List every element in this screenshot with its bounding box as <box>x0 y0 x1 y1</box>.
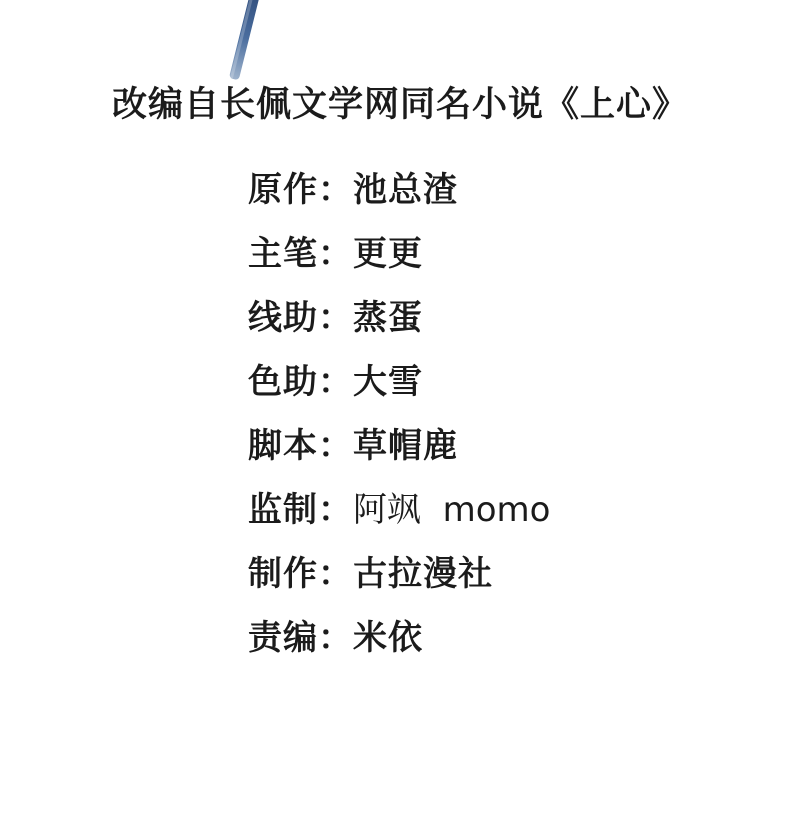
list-item <box>248 546 768 610</box>
list-item <box>248 482 768 546</box>
credit-separator: ： <box>318 170 353 210</box>
list-item <box>248 290 768 354</box>
credit-name: 米依 <box>353 618 423 658</box>
credit-name: 阿飒 momo <box>353 490 551 530</box>
credit-name: 池总渣 <box>353 170 458 210</box>
decorative-brush-stroke <box>229 0 262 80</box>
credit-name: 蒸蛋 <box>353 298 423 338</box>
credit-separator: ： <box>318 426 353 466</box>
list-item <box>248 226 768 290</box>
credit-separator: ： <box>318 618 353 658</box>
credit-role: 色助 <box>248 362 318 402</box>
credit-role: 责编 <box>248 618 318 658</box>
credit-name: 大雪 <box>353 362 423 402</box>
credit-name: 古拉漫社 <box>353 554 493 594</box>
list-item <box>248 354 768 418</box>
list-item <box>248 162 768 226</box>
credit-separator: ： <box>318 554 353 594</box>
credit-role: 监制 <box>248 490 318 530</box>
credit-role: 制作 <box>248 554 318 594</box>
credit-role: 主笔 <box>248 234 318 274</box>
credit-name: 更更 <box>353 234 423 274</box>
credit-separator: ： <box>318 362 353 402</box>
credit-separator: ： <box>318 298 353 338</box>
credit-separator: ： <box>318 490 353 530</box>
credit-role: 原作 <box>248 170 318 210</box>
page-title: 改编自长佩文学网同名小说《上心》 <box>111 85 688 125</box>
credit-role: 线助 <box>248 298 318 338</box>
credits-list <box>248 162 768 674</box>
credit-role: 脚本 <box>248 426 318 466</box>
credit-name: 草帽鹿 <box>353 426 458 466</box>
list-item <box>248 418 768 482</box>
list-item <box>248 610 768 674</box>
credit-separator: ： <box>318 234 353 274</box>
